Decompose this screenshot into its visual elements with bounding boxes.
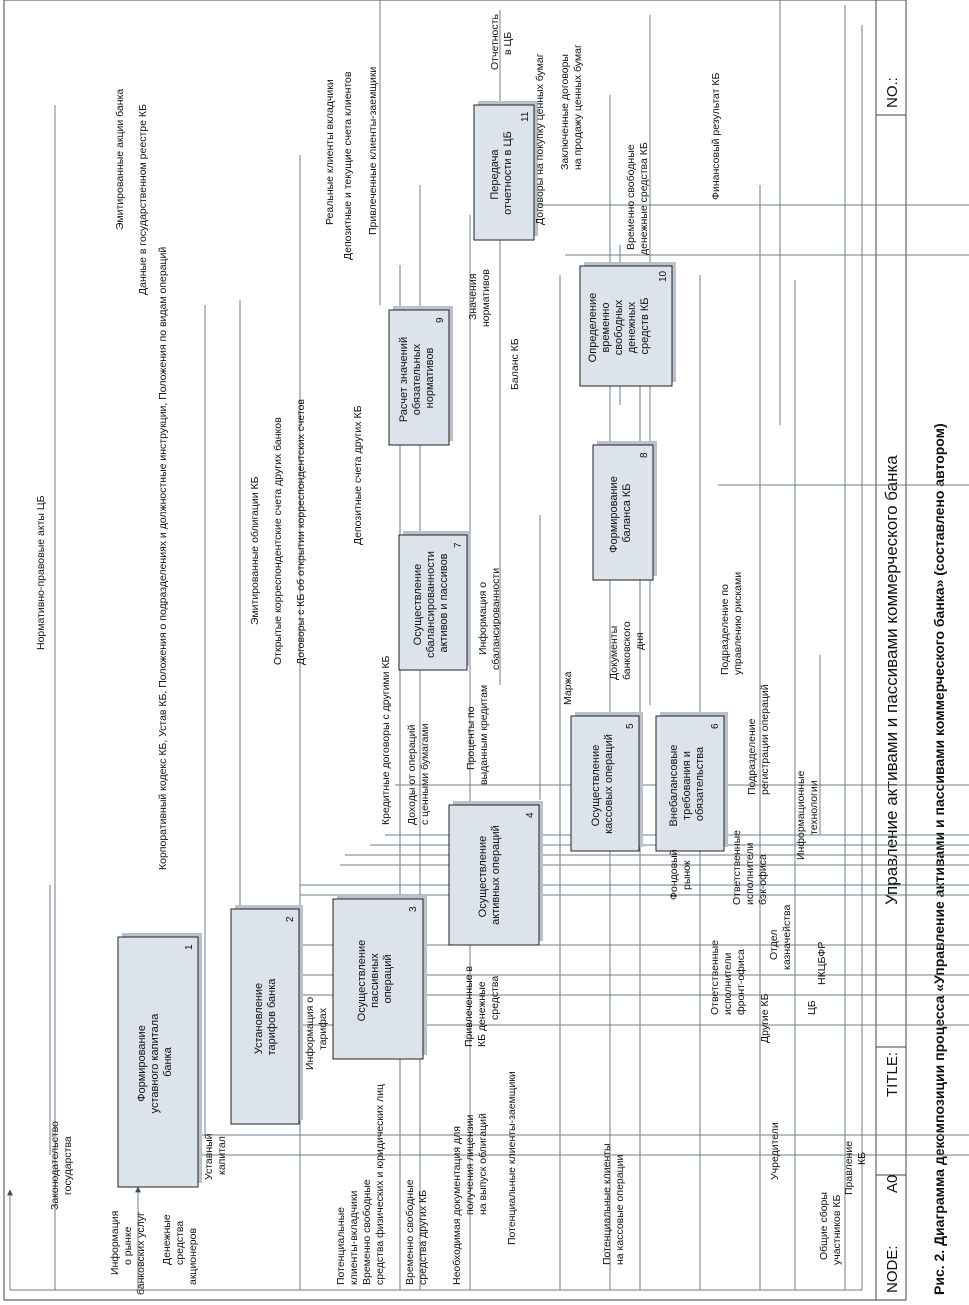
diagram-title: Управление активами и пассивами коммерческого банка <box>882 455 901 905</box>
label-banking-day-docs: Документы банковского дня <box>608 621 646 680</box>
label-other-bank-deposits: Депозитные счета других КБ <box>352 405 364 545</box>
label-deposit-accounts: Депозитные и текущие счета клиентов <box>342 71 354 260</box>
label-market-info: Информация о рынке банковских услуг <box>109 1210 147 1295</box>
block-8-label: Формирование баланса КБ <box>608 476 633 553</box>
label-purchase-contracts: Договоры на покупку ценных бумаг <box>534 53 546 225</box>
label-risk-dept: Подразделение по управлению рисками <box>719 571 744 675</box>
activity-block-10[interactable] <box>580 262 676 386</box>
node-value: A0 <box>884 1174 901 1193</box>
block-1-label: Формирование уставного капитала банка <box>136 1013 174 1114</box>
label-cb-regulations: Нормативно-правовые акты ЦБ <box>35 495 47 650</box>
label-real-depositors: Реальные клиенты вкладчики <box>324 79 336 225</box>
label-other-banks-funds: Временно свободные средства других КБ <box>404 1179 429 1285</box>
activity-block-1[interactable] <box>118 933 202 1187</box>
label-legislation: Законодательство государства <box>49 1120 74 1210</box>
label-loan-interest: Проценты по выданным кредитам <box>465 684 490 785</box>
activity-block-9[interactable] <box>389 306 453 445</box>
activity-block-5[interactable] <box>571 712 643 851</box>
label-stock-market: Фондовый рынок <box>668 849 693 900</box>
label-potential-cash-clients: Потенциальные клиенты на кассовые операции <box>601 1143 626 1265</box>
label-other-banks-mech: Другие КБ <box>759 993 771 1043</box>
block-9-label: Расчет значений обязательных нормативов <box>398 336 436 423</box>
activity-block-4[interactable] <box>449 801 543 945</box>
label-potential-borrowers: Потенциальные клиенты-заемщики <box>506 1071 518 1245</box>
block-1-number: 1 <box>184 944 195 950</box>
label-issued-shares: Эмитированные акции банка <box>114 88 126 230</box>
label-potential-depositors: Потенциальные клиенты-вкладчики Временно свободные средства физических и юридических лиц <box>335 1083 386 1285</box>
label-charter-capital: Уставный капитал <box>203 1133 228 1180</box>
block-3-label: Осуществление пассивных операций <box>356 939 394 1022</box>
label-license-docs: Необходимая документация для получения лицензии на выпуск облигаций <box>451 1113 489 1285</box>
activity-block-11[interactable] <box>474 101 538 240</box>
label-board: Правление КБ <box>843 1140 868 1195</box>
no-label: NO.: <box>884 77 901 108</box>
node-label: NODE: <box>884 1245 901 1293</box>
block-8-number: 8 <box>639 452 650 458</box>
block-7-label: Осуществление сбалансированности активов и пассивов <box>412 551 450 659</box>
label-registration-dept: Подразделение регистрации операций <box>746 684 771 795</box>
block-2-number: 2 <box>285 916 296 922</box>
label-corr-contracts: Договоры с КБ об открытии корреспондентских счетов <box>295 398 307 665</box>
label-sale-contracts: Заключенные договоры на продажу ценных бумаг <box>559 44 584 170</box>
label-attracted-borrowers: Привлеченные клиенты-заемщики <box>367 66 379 235</box>
label-shareholder-funds: Денежные средства акционеров <box>161 1214 199 1285</box>
label-corporate-docs: Корпоративный кодекс КБ, Устав КБ, Положения о подразделениях и должностные инструкции, Положения по видам операций <box>157 246 169 870</box>
activity-block-3[interactable] <box>333 895 427 1059</box>
label-norm-values: Значения нормативов <box>467 269 492 327</box>
label-tariff-info: Информация о тарифах <box>304 996 329 1070</box>
label-treasury: Отдел казначейства <box>768 904 793 970</box>
label-securities-income: Доходы от операций с ценными бумагами <box>406 723 431 825</box>
label-issued-bonds: Эмитированные облигации КБ <box>249 476 261 625</box>
label-back-office: Ответственные исполнители бэк-офиса <box>731 830 769 905</box>
block-11-label: Передача отчетности в ЦБ <box>489 131 514 215</box>
label-state-register: Данные в государственном реестре КБ <box>137 104 149 295</box>
block-6-label: Внебалансовые требования и обязательства <box>668 744 706 827</box>
label-margin: Маржа <box>562 671 574 705</box>
activity-block-8[interactable] <box>593 441 657 580</box>
label-financial-result: Финансовый результат КБ <box>710 72 722 200</box>
block-6-number: 6 <box>710 723 721 729</box>
label-founders: Учредители <box>769 1122 781 1180</box>
block-11-number: 11 <box>520 111 531 122</box>
block-9-number: 9 <box>435 317 446 323</box>
label-nkcbfr: НКЦБФР <box>816 941 828 985</box>
label-cb-reporting: Отчетность в ЦБ <box>489 14 514 70</box>
label-central-bank-mech: ЦБ <box>806 1000 818 1015</box>
label-balance-info: Информация о сбалансированности <box>477 567 502 670</box>
block-10-number: 10 <box>658 270 669 282</box>
label-attracted-funds: Привлеченные в КБ денежные средства <box>463 966 501 1047</box>
label-front-office: Ответственные исполнители фронт-офиса <box>709 940 747 1015</box>
label-bank-balance: Баланс КБ <box>509 338 521 390</box>
figure-caption: Рис. 2. Диаграмма декомпозиции процесса «Управление активами и пассивами коммерческого банка» (составлено автором) <box>931 423 947 1295</box>
block-4-label: Осуществление активных операций <box>477 825 502 925</box>
label-it: Информационные технологии <box>795 770 820 860</box>
block-5-number: 5 <box>625 723 636 729</box>
block-2-label: Установление тарифов банка <box>253 978 278 1056</box>
title-label: TITLE: <box>884 1051 901 1097</box>
activity-block-6[interactable] <box>656 712 728 851</box>
label-free-funds: Временно свободные денежные средства КБ <box>625 142 650 255</box>
label-loan-contracts: Кредитные договоры с другими КБ <box>380 655 392 825</box>
label-corr-accounts: Открытые корреспондентские счета других банков <box>272 417 284 665</box>
label-general-meeting: Общие сборы участников КБ <box>818 1192 843 1265</box>
activity-block-7[interactable] <box>399 531 471 670</box>
block-10-label: Определение временно свободных денежных средств КБ <box>587 292 651 363</box>
block-7-number: 7 <box>453 542 464 548</box>
activity-block-2[interactable] <box>231 905 303 1124</box>
block-3-number: 3 <box>408 906 419 912</box>
block-4-number: 4 <box>525 812 536 818</box>
block-5-label: Осуществление кассовых операций <box>590 734 615 834</box>
